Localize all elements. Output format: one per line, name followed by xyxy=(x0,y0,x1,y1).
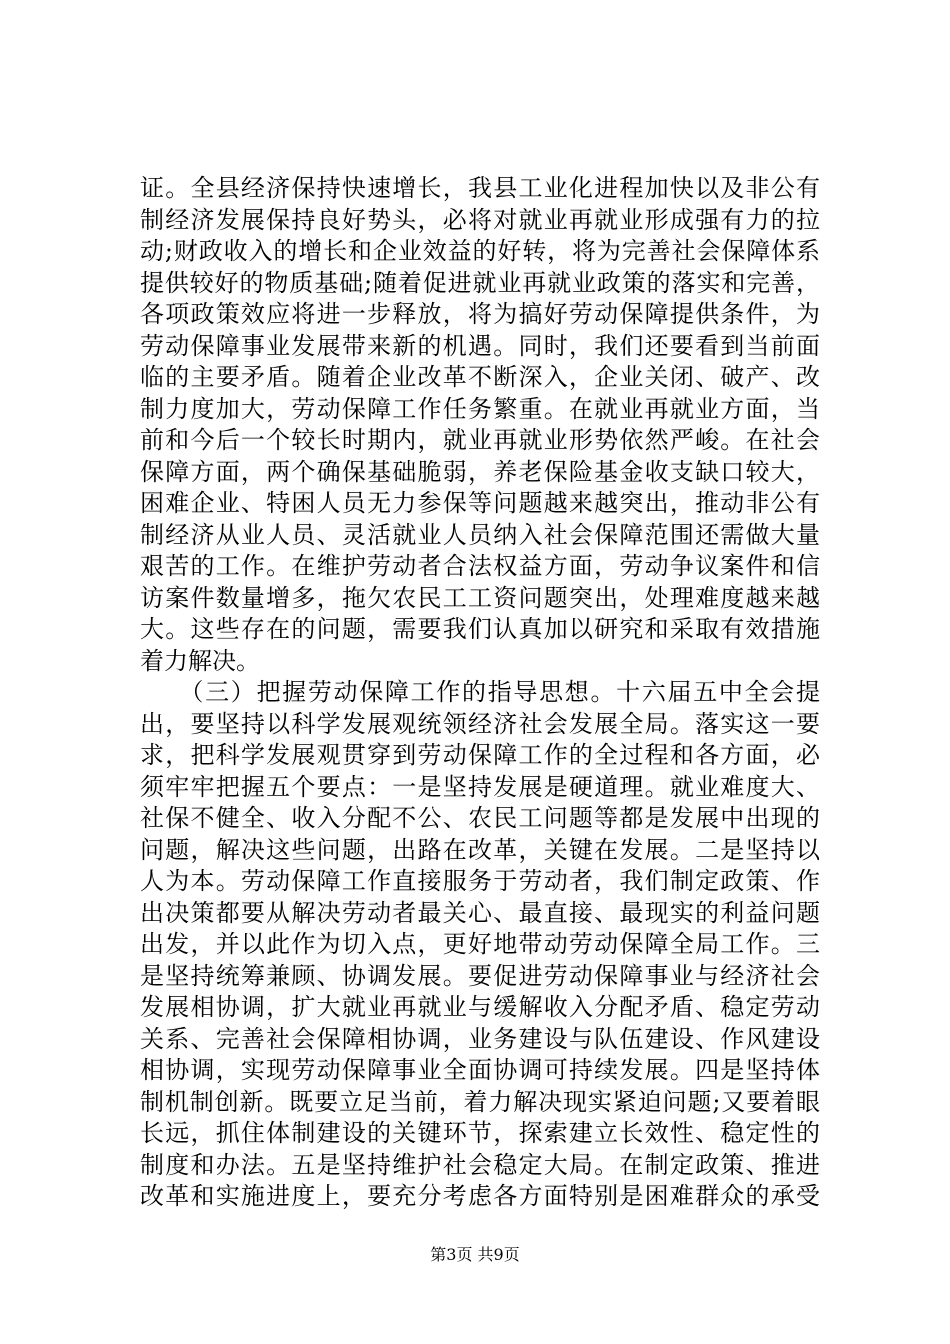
text-line: 关系、完善社会保障相协调，业务建设与队伍建设、作风建设 xyxy=(140,1024,820,1053)
text-line: 制力度加大，劳动保障工作任务繁重。在就业再就业方面，当 xyxy=(140,394,820,423)
text-line: 提供较好的物质基础;随着促进就业再就业政策的落实和完善， xyxy=(140,268,820,297)
text-line: 前和今后一个较长时期内，就业再就业形势依然严峻。在社会 xyxy=(140,426,820,454)
text-line: 是坚持统筹兼顾、协调发展。要促进劳动保障事业与经济社会 xyxy=(140,961,820,990)
text-line: 长远，抓住体制建设的关键环节，探索建立长效性、稳定性的 xyxy=(140,1119,820,1147)
text-line: 制经济发展保持良好势头，必将对就业再就业形成强有力的拉 xyxy=(140,205,820,234)
text-line: 困难企业、特困人员无力参保等问题越来越突出，推动非公有 xyxy=(140,489,820,517)
text-line: 着力解决。 xyxy=(140,646,260,675)
text-line: 访案件数量增多，拖欠农民工工资问题突出，处理难度越来越 xyxy=(140,583,820,612)
text-line: 临的主要矛盾。随着企业改革不断深入，企业关闭、破产、改 xyxy=(140,363,820,391)
text-line: 改革和实施进度上，要充分考虑各方面特别是困难群众的承受 xyxy=(140,1182,820,1210)
text-line: 求，把科学发展观贯穿到劳动保障工作的全过程和各方面，必 xyxy=(140,741,820,769)
text-line: 动;财政收入的增长和企业效益的好转，将为完善社会保障体系 xyxy=(140,237,820,265)
text-line: 制机制创新。既要立足当前，着力解决现实紧迫问题;又要着眼 xyxy=(140,1087,820,1116)
text-line: 人为本。劳动保障工作直接服务于劳动者，我们制定政策、作 xyxy=(140,867,820,895)
text-line: 制经济从业人员、灵活就业人员纳入社会保障范围还需做大量 xyxy=(140,520,820,549)
text-line: 社保不健全、收入分配不公、农民工问题等都是发展中出现的 xyxy=(140,804,820,832)
text-line: 相协调，实现劳动保障事业全面协调可持续发展。四是坚持体 xyxy=(140,1056,820,1084)
text-line: 保障方面，两个确保基础脆弱，养老保险基金收支缺口较大， xyxy=(140,457,820,486)
text-line: 发展相协调，扩大就业再就业与缓解收入分配矛盾、稳定劳动 xyxy=(140,993,820,1021)
text-line: 问题，解决这些问题，出路在改革，关键在发展。二是坚持以 xyxy=(140,835,820,864)
text-line: 艰苦的工作。在维护劳动者合法权益方面，劳动争议案件和信 xyxy=(140,552,820,580)
text-line: 出发，并以此作为切入点，更好地带动劳动保障全局工作。三 xyxy=(140,930,820,958)
text-line: 出决策都要从解决劳动者最关心、最直接、最现实的利益问题 xyxy=(140,898,820,927)
text-line: 大。这些存在的问题，需要我们认真加以研究和采取有效措施 xyxy=(140,615,820,643)
text-line: 劳动保障事业发展带来新的机遇。同时，我们还要看到当前面 xyxy=(140,331,820,360)
page-footer: 第3页 共9页 xyxy=(430,1245,520,1264)
text-line: （三）把握劳动保障工作的指导思想。十六届五中全会提 xyxy=(140,678,820,706)
text-line: 出，要坚持以科学发展观统领经济社会发展全局。落实这一要 xyxy=(140,709,820,738)
text-line: 证。全县经济保持快速增长，我县工业化进程加快以及非公有 xyxy=(140,174,820,202)
text-line: 须牢牢把握五个要点：一是坚持发展是硬道理。就业难度大、 xyxy=(140,772,820,801)
text-line: 制度和办法。五是坚持维护社会稳定大局。在制定政策、推进 xyxy=(140,1150,820,1179)
body-text xyxy=(140,173,820,1213)
text-line: 各项政策效应将进一步释放，将为搞好劳动保障提供条件，为 xyxy=(140,300,820,328)
